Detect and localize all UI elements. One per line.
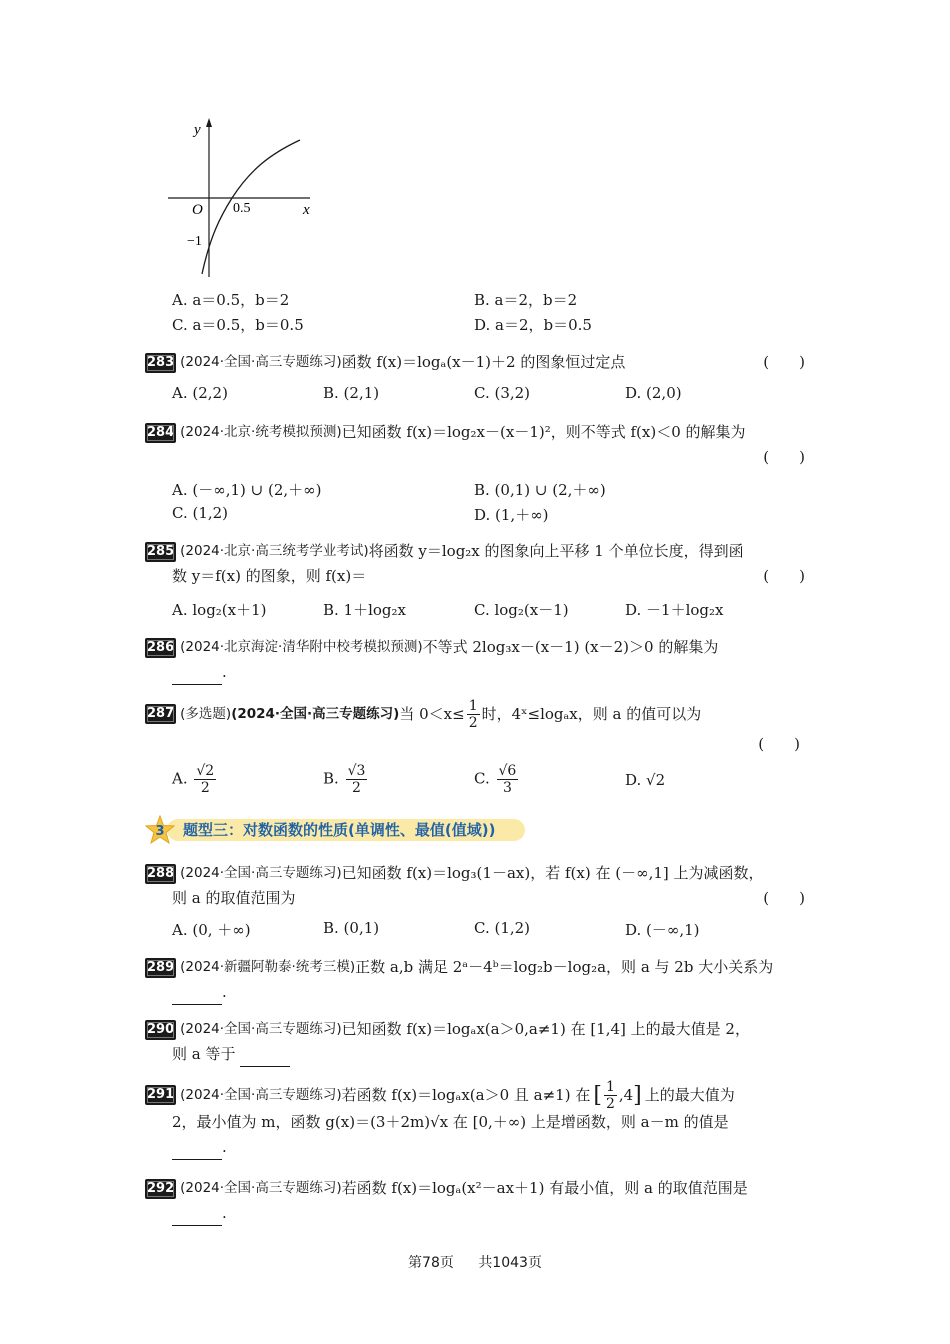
question-source: (2024·全国·高三专题练习) bbox=[231, 705, 400, 722]
option-c[interactable]: C. (1,2) bbox=[474, 919, 531, 937]
y-label: y bbox=[194, 122, 201, 138]
q288-options bbox=[172, 919, 776, 940]
question-text-a: 若函数 f(x)＝logₐx(a＞0 且 a≠1) 在 bbox=[341, 1085, 591, 1104]
question-number: 287 bbox=[145, 704, 176, 724]
period: . bbox=[222, 983, 227, 1001]
fraction bbox=[604, 1079, 617, 1112]
question-number: 285 bbox=[145, 542, 176, 562]
option-a[interactable]: A. $\frac{√2}{2}$ bbox=[172, 763, 215, 796]
numerator: 1 bbox=[468, 697, 478, 714]
answer-blank[interactable] bbox=[172, 1143, 222, 1160]
option-c[interactable]: C. (3,2) bbox=[474, 384, 531, 402]
x-intercept-label: 0.5 bbox=[233, 201, 251, 216]
q283-options bbox=[172, 384, 776, 402]
question-number: 289 bbox=[145, 958, 176, 978]
question-number: 283 bbox=[145, 353, 176, 373]
option-b[interactable]: B. 1＋log₂x bbox=[323, 601, 407, 619]
question-text: 已知函数 f(x)＝log₃(1－ax)，若 f(x) 在 (－∞,1] 上为减函数， bbox=[341, 864, 764, 882]
answer-blank[interactable] bbox=[172, 668, 222, 685]
q287-options bbox=[172, 763, 776, 796]
right-bracket: ] bbox=[633, 1082, 642, 1108]
origin-label: O bbox=[192, 202, 203, 218]
y-arrow bbox=[206, 118, 212, 127]
question-text: 已知函数 f(x)＝log₂x－(x－1)²，则不等式 f(x)＜0 的解集为 bbox=[341, 423, 746, 441]
option-a[interactable]: A. log₂(x＋1) bbox=[172, 601, 267, 619]
option-a[interactable]: A. (－∞,1) ∪ (2,＋∞) bbox=[172, 481, 322, 499]
answer-paren[interactable]: ( ) bbox=[763, 889, 805, 907]
question-text-line2: 则 a 等于 bbox=[172, 1045, 236, 1063]
prev-options-row-1 bbox=[172, 289, 776, 310]
question-source: (2024·北京·高三统考学业考试) bbox=[180, 543, 369, 559]
option-d[interactable]: D. (－∞,1) bbox=[625, 921, 700, 939]
question-number: 291 bbox=[145, 1085, 176, 1105]
question-text: 若函数 f(x)＝logₐ(x²－ax＋1) 有最小值，则 a 的取值范围是 bbox=[341, 1179, 748, 1197]
question-text-line2: 则 a 的取值范围为 bbox=[172, 889, 296, 907]
page-number: 第78页 bbox=[408, 1255, 454, 1271]
prev-option-d[interactable]: D. a＝2，b＝0.5 bbox=[474, 316, 592, 334]
option-d[interactable]: D. －1＋log₂x bbox=[625, 601, 724, 619]
prev-option-c[interactable]: C. a＝0.5，b＝0.5 bbox=[172, 316, 304, 334]
q284-options-row-2 bbox=[172, 504, 776, 525]
question-source: (2024·全国·高三专题练习) bbox=[180, 865, 342, 881]
star-badge-icon bbox=[145, 815, 175, 845]
prev-option-a[interactable]: A. a＝0.5，b＝2 bbox=[172, 291, 290, 309]
question-text: 已知函数 f(x)＝logₐx(a＞0,a≠1) 在 [1,4] 上的最大值是 2， bbox=[341, 1020, 750, 1038]
question-tag: (多选题) bbox=[180, 705, 232, 722]
question-number: 286 bbox=[145, 638, 176, 658]
curve bbox=[202, 140, 300, 274]
prev-options-row-2 bbox=[172, 314, 776, 335]
question-source: (2024·北京·统考模拟预测) bbox=[180, 424, 342, 440]
option-d[interactable]: D. (2,0) bbox=[625, 384, 682, 402]
option-b[interactable]: B. (2,1) bbox=[323, 384, 380, 402]
question-number: 292 bbox=[145, 1179, 176, 1199]
q285-options bbox=[172, 599, 776, 620]
page-footer bbox=[0, 1252, 950, 1272]
question-text: 正数 a,b 满足 2ᵃ－4ᵇ＝log₂b－log₂a，则 a 与 2b 大小关系为 bbox=[355, 958, 774, 976]
question-source: (2024·全国·高三专题练习) bbox=[180, 354, 342, 370]
question-285 bbox=[145, 539, 805, 589]
denominator: 2 bbox=[605, 1095, 615, 1112]
option-a[interactable]: A. (2,2) bbox=[172, 384, 228, 402]
period: . bbox=[222, 663, 227, 681]
answer-paren[interactable]: ( ) bbox=[763, 353, 805, 371]
section-title: 题型三：对数函数的性质(单调性、最值(值域)) bbox=[183, 821, 496, 839]
log-function-graph bbox=[160, 112, 330, 282]
y-mark-label: −1 bbox=[187, 234, 202, 249]
option-b[interactable]: B. (0,1) ∪ (2,＋∞) bbox=[474, 481, 606, 499]
option-c[interactable]: C. (1,2) bbox=[172, 504, 229, 522]
question-source: (2024·新疆阿勒泰·统考三模) bbox=[180, 959, 356, 975]
question-number: 290 bbox=[145, 1020, 176, 1040]
answer-blank[interactable] bbox=[172, 988, 222, 1005]
question-source: (2024·全国·高三专题练习) bbox=[180, 1180, 342, 1196]
question-text: 不等式 2log₃x－(x－1) (x－2)＞0 的解集为 bbox=[422, 638, 719, 656]
answer-paren[interactable]: ( ) bbox=[763, 448, 805, 466]
question-source: (2024·全国·高三专题练习) bbox=[180, 1086, 342, 1103]
question-text: 函数 f(x)＝logₐ(x－1)＋2 的图象恒过定点 bbox=[341, 353, 626, 371]
prev-option-b[interactable]: B. a＝2，b＝2 bbox=[474, 291, 578, 309]
question-288 bbox=[145, 861, 805, 911]
period: . bbox=[222, 1204, 227, 1222]
question-291 bbox=[145, 1080, 805, 1160]
fraction bbox=[467, 698, 480, 731]
denominator: 2 bbox=[468, 714, 478, 731]
question-text-line2: 2，最小值为 m，函数 g(x)＝(3＋2m)√x 在 [0,＋∞) 上是增函数，则 a－m 的值是 bbox=[172, 1113, 729, 1131]
question-286 bbox=[145, 635, 805, 685]
period: . bbox=[222, 1138, 227, 1156]
question-source: (2024·全国·高三专题练习) bbox=[180, 1021, 342, 1037]
svg-text:3: 3 bbox=[155, 824, 165, 839]
question-text-b: ,4 bbox=[618, 1085, 634, 1104]
option-c[interactable]: C. log₂(x－1) bbox=[474, 601, 569, 619]
question-number: 284 bbox=[145, 423, 176, 443]
question-text-line2: 数 y＝f(x) 的图象，则 f(x)＝ bbox=[172, 567, 367, 585]
option-c[interactable]: C. $\frac{√6}{3}$ bbox=[474, 763, 517, 796]
left-bracket: [ bbox=[593, 1082, 602, 1108]
question-source: (2024·北京海淀·清华附中校考模拟预测) bbox=[180, 639, 423, 655]
section-header bbox=[145, 815, 525, 845]
question-290 bbox=[145, 1017, 805, 1067]
total-pages: 共1043页 bbox=[478, 1255, 542, 1271]
answer-paren[interactable]: ( ) bbox=[758, 735, 800, 753]
question-292 bbox=[145, 1176, 805, 1226]
question-289 bbox=[145, 955, 805, 1005]
option-d[interactable]: D. (1,＋∞) bbox=[474, 506, 549, 524]
numerator: 1 bbox=[605, 1078, 615, 1095]
answer-blank[interactable] bbox=[172, 1209, 222, 1226]
question-text-b: 时，4ˣ≤logₐx，则 a 的值可以为 bbox=[481, 704, 702, 723]
question-number: 288 bbox=[145, 864, 176, 884]
question-284 bbox=[145, 420, 810, 470]
option-a[interactable]: A. (0, ＋∞) bbox=[172, 921, 251, 939]
x-label: x bbox=[303, 202, 310, 218]
question-text-a: 当 0＜x≤ bbox=[399, 704, 465, 723]
option-d[interactable]: D. √2 bbox=[625, 770, 666, 789]
answer-blank[interactable] bbox=[240, 1050, 290, 1067]
option-b[interactable]: B. (0,1) bbox=[323, 919, 380, 937]
option-b[interactable]: B. $\frac{√3}{2}$ bbox=[323, 763, 366, 796]
question-287 bbox=[145, 697, 805, 757]
question-283 bbox=[145, 350, 805, 375]
question-text: 将函数 y＝log₂x 的图象向上平移 1 个单位长度，得到函 bbox=[368, 542, 744, 560]
q284-options-row-1 bbox=[172, 479, 776, 500]
answer-paren[interactable]: ( ) bbox=[763, 567, 805, 585]
question-text-c: 上的最大值为 bbox=[644, 1085, 735, 1104]
